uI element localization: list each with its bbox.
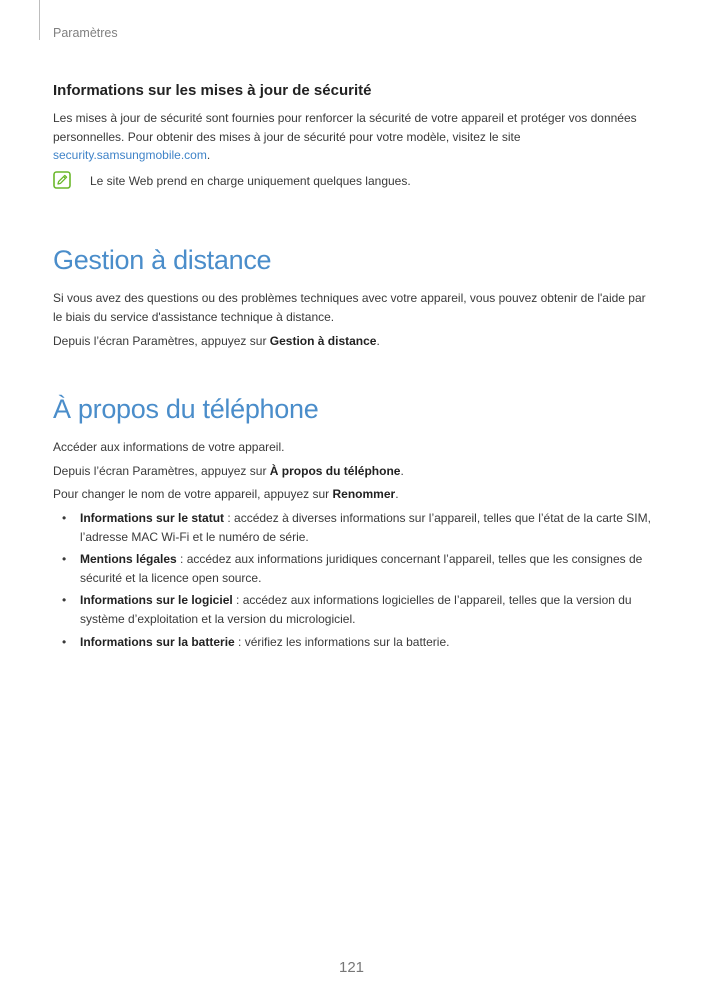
list-item-term: Informations sur le logiciel bbox=[80, 593, 233, 608]
list-item-desc: : accédez à diverses informations sur l’appareil, telles que l’état de la carte SIM, l’adresse MAC Wi-Fi et le numéro de série. bbox=[80, 510, 651, 544]
bullet: • bbox=[62, 552, 67, 567]
header-rule bbox=[39, 0, 40, 40]
about-instruction-prefix: Depuis l’écran Paramètres, appuyez sur bbox=[53, 463, 270, 478]
security-heading: Informations sur les mises à jour de sécurité bbox=[53, 82, 372, 99]
rename-instruction bbox=[53, 485, 653, 504]
note bbox=[53, 171, 653, 196]
rename-suffix: . bbox=[395, 487, 399, 502]
about-instruction-bold: À propos du téléphone bbox=[269, 463, 401, 478]
remote-instruction-suffix: . bbox=[376, 333, 380, 348]
list-item-desc: : accédez aux informations logicielles de l’appareil, telles que la version du système d’exploitation et la version du micrologiciel. bbox=[80, 593, 632, 626]
page-number: 121 bbox=[338, 959, 365, 976]
security-text-end: . bbox=[206, 148, 211, 163]
remote-paragraph: Si vous avez des questions ou des problèmes techniques avec votre appareil, vous pouvez obtenir de l'aide par le biais du service d'assistance technique à distance. bbox=[53, 291, 646, 324]
list-item-desc: : vérifiez les informations sur la batterie. bbox=[234, 634, 450, 649]
bullet: • bbox=[62, 634, 67, 649]
page-header: Paramètres bbox=[53, 26, 118, 40]
remote-instruction-bold: Gestion à distance bbox=[269, 333, 377, 348]
about-list bbox=[53, 509, 653, 651]
list-item bbox=[53, 591, 653, 628]
remote-heading: Gestion à distance bbox=[53, 245, 272, 276]
list-item-term: Mentions légales bbox=[80, 552, 177, 567]
list-item bbox=[53, 509, 653, 546]
rename-bold: Renommer bbox=[332, 487, 396, 502]
security-text: Les mises à jour de sécurité sont fournies pour renforcer la sécurité de votre appareil et protéger vos données personnelles. Pour obtenir des mises à jour de sécurité pour votre modèle, visitez le site bbox=[53, 111, 637, 144]
about-intro: Accéder aux informations de votre appareil. bbox=[53, 440, 285, 455]
list-item-term: Informations sur la batterie bbox=[80, 634, 235, 649]
security-link[interactable]: security.samsungmobile.com bbox=[53, 148, 207, 163]
note-pencil-icon bbox=[53, 171, 71, 189]
about-instruction bbox=[53, 462, 653, 481]
bullet: • bbox=[62, 510, 67, 525]
list-item bbox=[53, 550, 653, 587]
list-item bbox=[53, 633, 653, 652]
note-text: Le site Web prend en charge uniquement quelques langues. bbox=[90, 173, 411, 188]
page-content bbox=[53, 82, 653, 655]
list-item-desc: : accédez aux informations juridiques concernant l’appareil, telles que les consignes de sécurité et la licence open source. bbox=[80, 552, 643, 585]
about-instruction-suffix: . bbox=[400, 463, 404, 478]
remote-instruction-prefix: Depuis l’écran Paramètres, appuyez sur bbox=[53, 333, 270, 348]
list-item-term: Informations sur le statut bbox=[80, 510, 225, 525]
bullet: • bbox=[62, 593, 67, 608]
remote-section bbox=[53, 245, 653, 350]
about-heading: À propos du téléphone bbox=[53, 394, 319, 425]
rename-prefix: Pour changer le nom de votre appareil, appuyez sur bbox=[53, 487, 333, 502]
security-section bbox=[53, 82, 653, 195]
remote-instruction bbox=[53, 332, 653, 351]
security-paragraph bbox=[53, 109, 653, 165]
about-section bbox=[53, 394, 653, 651]
